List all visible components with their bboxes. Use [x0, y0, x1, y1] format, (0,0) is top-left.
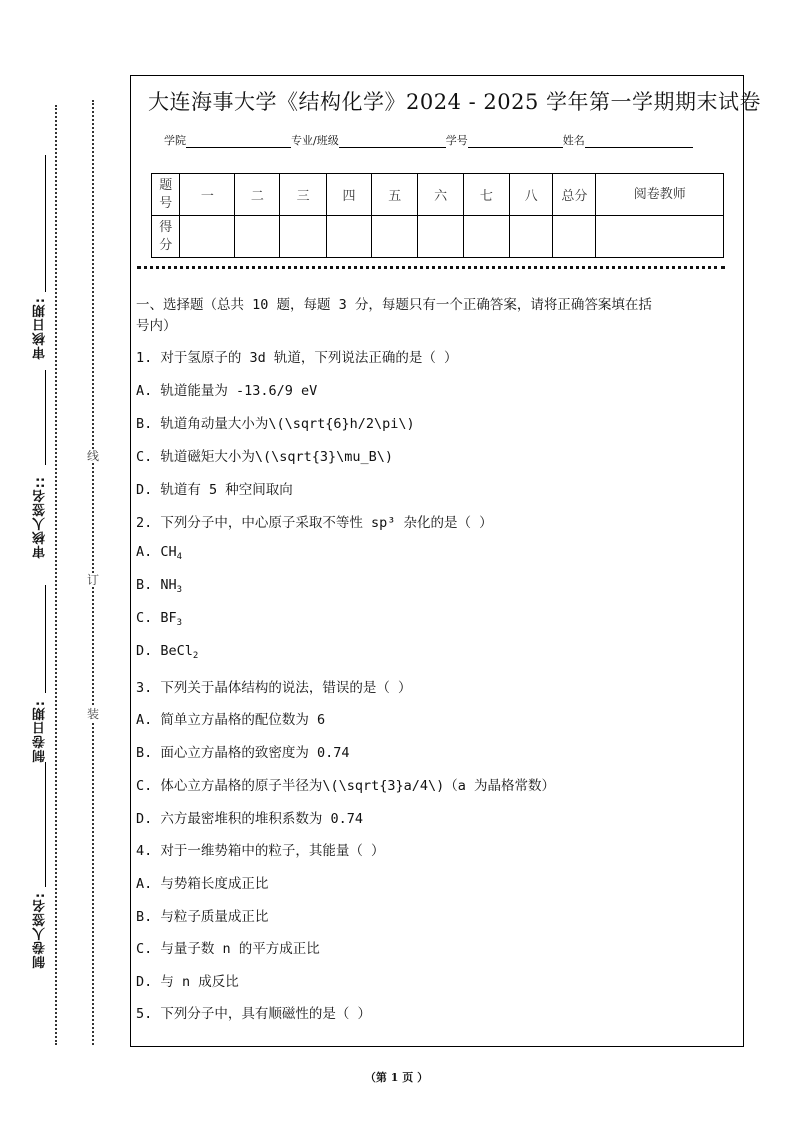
subscript: 2: [192, 651, 199, 661]
question-3: 3. 下列关于晶体结构的说法，错误的是（ ）: [136, 680, 412, 696]
binding-char-xian: 线: [87, 449, 100, 463]
name-label: 姓名: [562, 134, 585, 147]
q1-option-c: C. 轨道磁矩大小为\(\sqrt{3}\mu_B\): [136, 449, 394, 465]
col-5: 五: [372, 174, 418, 216]
score-cell-4[interactable]: [326, 216, 371, 258]
question-1: 1. 对于氢原子的 3d 轨道，下列说法正确的是（ ）: [136, 350, 458, 366]
college-label: 学院: [164, 134, 186, 147]
score-label: 得分: [152, 216, 180, 258]
score-cell-5[interactable]: [372, 216, 418, 258]
col-grader: 阅卷教师: [596, 174, 724, 216]
question-2: 2. 下列分子中，中心原子采取不等性 sp³ 杂化的是（ ）: [136, 515, 493, 531]
prepare-date-label: 制卷日期:: [33, 700, 48, 763]
exam-title: 大连海事大学《结构化学》2024 - 2025 学年第一学期期末试卷: [148, 90, 762, 114]
col-8: 八: [510, 174, 553, 216]
score-cell-1[interactable]: [180, 216, 235, 258]
reviewer-signature-blank: [45, 370, 46, 465]
col-3: 三: [280, 174, 326, 216]
q3-option-c: C. 体心立方晶格的原子半径为\(\sqrt{3}a/4\)（a 为晶格常数）: [136, 778, 556, 794]
col-2: 二: [235, 174, 280, 216]
question-number-label: 题号: [152, 174, 180, 216]
q2-option-d: [136, 643, 198, 661]
score-cell-total[interactable]: [553, 216, 596, 258]
student-id-label: 学号: [445, 134, 468, 147]
binding-char-ding: 订: [87, 573, 100, 587]
binding-char-zhuang: 装: [87, 707, 100, 721]
dotted-separator: [137, 266, 725, 269]
option-text: D. BeCl: [136, 643, 193, 659]
q3-option-b: B. 面心立方晶格的致密度为 0.74: [136, 745, 350, 761]
prepare-date-blank: [45, 585, 46, 693]
score-cell-2[interactable]: [235, 216, 280, 258]
subscript: 3: [176, 618, 183, 628]
option-text: A. CH: [136, 544, 177, 560]
section-heading-cont: 号内）: [136, 318, 177, 334]
q3-option-d: D. 六方最密堆积的堆积系数为 0.74: [136, 811, 364, 827]
score-table-score-row: [152, 216, 724, 258]
college-field[interactable]: [186, 135, 291, 148]
score-table-header-row: [152, 174, 724, 216]
score-cell-3[interactable]: [280, 216, 326, 258]
option-text: B. NH: [136, 577, 177, 593]
option-text: C. BF: [136, 610, 177, 626]
col-6: 六: [418, 174, 463, 216]
q4-option-d: D. 与 n 成反比: [136, 974, 239, 990]
question-5: 5. 下列分子中，具有顺磁性的是（ ）: [136, 1006, 372, 1022]
reviewer-signature-label: 审核人签名::: [33, 476, 48, 559]
col-7: 七: [463, 174, 509, 216]
score-cell-8[interactable]: [510, 216, 553, 258]
q1-option-a: A. 轨道能量为 -13.6/9 eV: [136, 383, 318, 399]
q2-option-b: [136, 577, 182, 595]
major-class-field[interactable]: [339, 135, 446, 148]
name-field[interactable]: [585, 135, 693, 148]
review-date-label: 审核日期:: [33, 297, 48, 360]
col-total: 总分: [553, 174, 596, 216]
col-4: 四: [326, 174, 371, 216]
page-number: （第 1 页 ）: [364, 1071, 429, 1084]
question-4: 4. 对于一维势箱中的粒子，其能量（ ）: [136, 843, 385, 859]
q1-option-d: D. 轨道有 5 种空间取向: [136, 482, 293, 498]
section-heading: 一、选择题（总共 10 题，每题 3 分，每题只有一个正确答案，请将正确答案填在括: [136, 297, 652, 313]
q4-option-b: B. 与粒子质量成正比: [136, 909, 269, 925]
col-1: 一: [180, 174, 235, 216]
q4-option-c: C. 与量子数 n 的平方成正比: [136, 941, 320, 957]
score-cell-7[interactable]: [463, 216, 509, 258]
major-class-label: 专业/班级: [291, 134, 339, 147]
margin-dotted-line-outer: [55, 105, 57, 1045]
score-table: [151, 173, 724, 258]
review-date-blank: [45, 155, 46, 292]
q3-option-a: A. 简单立方晶格的配位数为 6: [136, 712, 326, 728]
student-info-row: [164, 132, 693, 148]
preparer-signature-blank: [45, 762, 46, 887]
q4-option-a: A. 与势箱长度成正比: [136, 876, 269, 892]
subscript: 4: [176, 552, 183, 562]
preparer-signature-label: 制卷人签名:: [33, 892, 48, 969]
q2-option-a: [136, 544, 182, 562]
score-cell-grader[interactable]: [596, 216, 724, 258]
subscript: 3: [176, 585, 183, 595]
score-cell-6[interactable]: [418, 216, 463, 258]
q2-option-c: [136, 610, 182, 628]
q1-option-b: B. 轨道角动量大小为\(\sqrt{6}h/2\pi\): [136, 416, 415, 432]
student-id-field[interactable]: [468, 135, 563, 148]
